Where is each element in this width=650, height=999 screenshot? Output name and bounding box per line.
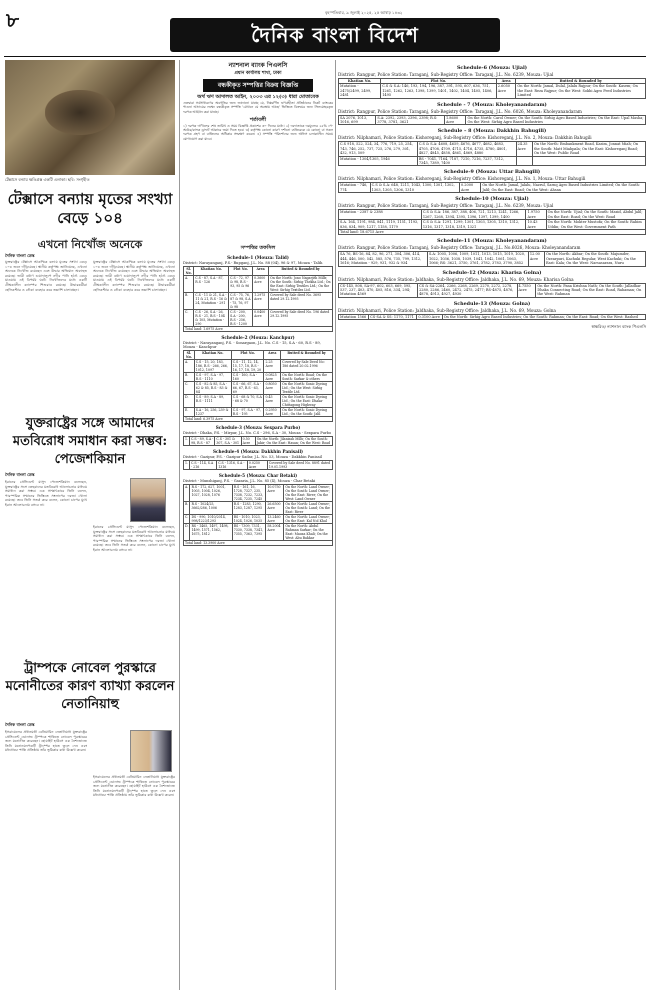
schedule-3-title: Schedule-3 (Mouza: Sexpara Purbo)	[215, 424, 301, 430]
table-row	[339, 220, 646, 230]
table-cell: On the North: Sonic Dyeing Ltd.; On the West: Sirhig Textile Ltd.	[281, 381, 333, 394]
table-row	[184, 309, 333, 326]
table-cell: On the North: Jilanisah Mills; On the South: Jakir; On the East: Hasan; On the West: Road	[255, 436, 332, 445]
schedule-9-table	[338, 182, 646, 193]
table-cell: On the North: Ujial; On the South: Mazid, Abdul Jalil; On the East: Road; On the West: Road	[546, 210, 645, 220]
table-cell: S.A. 164, 1191, 984, 841, 1119, 1151, 1193, 836, 834, 909, 1217, 1158, 1179	[339, 220, 422, 230]
table-cell: On the North: Land Owner; On the South: Land; On the East: River	[284, 501, 333, 514]
story1-headline[interactable]: টেক্সাসে বন্যায় মৃতের সংখ্যা বেড়ে ১০৪	[7, 190, 173, 227]
table-row	[184, 372, 333, 381]
table-row	[184, 292, 333, 309]
table-cell: C.S - 200, S.A - 200, R.S - 256, B.S - 1200	[229, 309, 253, 326]
schedule-2-table	[183, 350, 333, 422]
table-cell: R.S - 161, 16, 1728, 7327, 235, 7338, 7232, 7233, 7234, 7235, 7245	[232, 484, 266, 501]
story1-byline: দৈনিক বাংলা ডেস্ক	[5, 253, 35, 258]
col-bounded: Butted & Bounded by	[516, 79, 646, 84]
schedule-7-table	[338, 115, 646, 126]
table-cell: C.S - 11, 12, 14, 15, 17, 18, R.S - 16, 17, 18, 19, 20	[231, 359, 264, 372]
table-cell: Covered by Sale Deed No: 186 dated 20.02.1996	[281, 359, 333, 372]
table-cell: On the North: Jamal, Dulal, Jalalu Rajpur; On the South: Kasem; On the East: Reza Rajpur; On the West: Sokhi Agro Feed Industries Limited	[516, 84, 646, 98]
table-cell: 0.45 Acre	[264, 394, 281, 407]
table-row	[339, 183, 646, 193]
schedule-6-table	[338, 78, 646, 99]
table-cell: C.S - 97, S.A - 97, R.S - 195	[231, 407, 264, 416]
table-cell: S.A - 16, 256, 239 & 1237	[194, 407, 231, 416]
table-cell: Covered by Sale deed No. 3695 dated 29.12.1995	[269, 292, 333, 309]
table-row	[339, 314, 646, 319]
table-cell: On the North: Jono Nagarjith Mills; On the South: Sirhig Thekha Ltd.; On the East: Sirhig Textiles Ltd.; On the West: Sirhig Textiles Ltd.	[270, 275, 331, 292]
table-cell: 0.2950 Acre	[264, 407, 281, 416]
story2-byline: দৈনিক বাংলা ডেস্ক	[5, 472, 35, 477]
table-cell: Covered by Sale deed No. 196 dated 29.12.1995	[269, 309, 333, 326]
table-cell: On the North: Abdul Rahman Sarkar; On the East: Mauza Khali; On the West: Abu Bakkar	[284, 523, 333, 540]
table-cell: RS - 1010, 1023, 1024, 1026, 1035	[232, 514, 266, 523]
story1-subhead: এখনো নিখোঁজ অনেকে	[37, 238, 143, 251]
story1-body-text: যুক্তরাষ্ট্রের টেক্সাসে আকস্মিক বন্যায় মৃতের সংখ্যা বেড়ে ১০৪ জনে দাঁড়িয়েছে। স্থানীয় কর্তৃপক্ষ জানিয়েছে, এখনো অনেকে নিখোঁজ রয়েছেন এবং উদ্ধার অভিযান অব্যাহত রয়েছে। ভারী বর্ষণে গুয়াদালুপে নদীর পানি হঠাৎ বেড়ে যাওয়ায় এই বিপর্যয় ঘটে। নিখোঁজদের মধ্যে একটি গ্রীষ্মকালীন ক্যাম্পের শিশুরাও রয়েছে। উদ্ধারকর্মীরা হেলিকপ্টার ও নৌকা ব্যবহার করে তল্লাশি চালাচ্ছেন।	[5, 260, 87, 292]
schedule-1-total: Total land: 1.6975 Acre	[184, 326, 333, 331]
schedule-9-district: District: Nilphamari, Police Station: Kishoreganj, Sub-Registry Office: Kishoreganj, J.L. No. 1, Mouza: Uttar Bahugili	[338, 176, 586, 182]
col-sl: Sl. No.	[184, 266, 194, 275]
sale-notice	[183, 62, 333, 992]
table-cell: 10.43 Acre	[526, 220, 546, 230]
table-cell: On the North: Sonic Dyeing Ltd.; On the South: Jalil	[281, 407, 333, 416]
table-cell: C.S - 11 & 21, S.A - 11 & 21, R.S - 16 & 24, Mutation - 291	[194, 292, 229, 309]
table-row	[339, 115, 646, 125]
story2-body-text-cont: ইরানের প্রেসিডেন্ট মাসুদ পেজেশকিয়ান বলেছেন, যুক্তরাষ্ট্রের সঙ্গে তেহরানের মতবিরোধ আলোচনার মাধ্যমে সমাধান করা সম্ভব। এক সাক্ষাৎকারে তিনি বলেন, পারস্পরিক সম্মানের ভিত্তিতে সংলাপের দরজা খোলা রয়েছে। তবে তিনি সতর্ক করে বলেন, কোনো চাপের মুখে ইরান আলোচনায় বসবে না।	[93, 525, 175, 552]
story2-body-col2	[93, 525, 175, 655]
schedule-6-district: District: Rangpur, Police Station: Taraganj, Sub-Registry Office: Taraganj, J.L. No. 6239, Mouza: Ujial	[338, 72, 554, 77]
table-cell: S.A: 1005, 1006, 1009, 1011, 1013, 1015, 1019, 1020, 1022, 1036, 1038, 1039, 1041, 1042, 1061, 1063, 1066; RS: 3621, 3750, 3761, 3782, 3783, 3790, 3852	[427, 252, 528, 266]
schedule-13-table	[338, 314, 646, 320]
table-cell: CS & SA-2264, 2266, 2268, 2269, 2270, 2272, 2278, 2280, 2286, 2460, 2472, 2475, 2477; RS-4875, 4876, 4878, 4913, 4927, 4930	[418, 283, 517, 297]
table-cell: C.S - 87, S.A - 87, R.S - 126	[194, 275, 229, 292]
schedule-3-table	[183, 436, 333, 446]
table-cell: A.	[184, 275, 194, 292]
table-cell: 1.9750 Acre	[526, 210, 546, 220]
schedule-4-table	[183, 460, 333, 470]
schedule-2-district: District - Narayanganj, P.S. - Sonargaon, J.L. No. C.S - 15, S.A - 60, R.S - 89, Mouza - Kanchpur	[183, 340, 321, 349]
schedule-5-table	[183, 484, 333, 546]
table-cell: 0.50 Acre	[241, 436, 255, 445]
table-cell: On the North: Sirhig Agro Based Industries; On the South: Rahman; On the East: Road; On the West: Rashed	[442, 314, 645, 319]
col-plot: Plot No.	[229, 266, 253, 275]
schedule-10-district: District: Rangpur, Police Station: Taraganj, Sub-Registry Office: Taraganj, J.L. No. 6239, Mouza: Ujial	[338, 203, 554, 209]
table-row	[339, 210, 646, 220]
date-line: বৃহস্পতিবার, ৯ জুলাই ২০২৫, ২৫ আষাঢ় ১৪৩২	[325, 10, 403, 15]
schedule-13-title: Schedule-13 (Mouza: Golna)	[453, 300, 531, 307]
table-cell: 10.0750 Acre	[266, 484, 284, 501]
table-cell: On the North: Jamal, Jalalu, Nazrul, Sarnq Agro Based Industries Limited; On the South: Jalil; On the East: Road; On the West: Ahsan	[481, 183, 646, 193]
schedule-4-district: District - Gazipur, P.S. - Gazipur Sadar, J.L. No. 53, Mouza - Dakkhin Panisail	[183, 454, 322, 459]
table-row	[339, 142, 646, 156]
schedule-11-table	[338, 251, 646, 266]
table-cell: B.	[184, 372, 195, 381]
table-cell: 1.	[184, 436, 190, 445]
table-cell: 4.7550 Acre	[517, 283, 536, 297]
table-cell: C.S - 68 & 70, S.A - 68 & 70	[231, 394, 264, 407]
masthead-rule	[4, 56, 646, 57]
schedule-1-title: Schedule-1 (Mouza: Talid)	[227, 254, 289, 260]
schedule-12-district: District: Nilphamari, Police Station: Jaldhaka, Sub-Registry Office: Jaldhaka, J.L. No. 69, Mouza: Kharisa Golna	[338, 276, 574, 282]
table-row	[184, 436, 333, 445]
schedule-11-title: Schedule-11 (Mouza: Kholeyanandaram)	[437, 238, 547, 245]
table-cell: CS-145, 808, SA-97, 602, 603, 669, 595, 537, 237, 403, 470, 405, 816, 334, 294; Mutation 4569	[339, 283, 418, 297]
table-cell: D.	[184, 523, 190, 540]
col-sl: Sl. No.	[184, 350, 195, 359]
table-row	[184, 514, 333, 523]
table-cell: On the North: Land Owner; On the South: Land Owner; On the East: River; On the West: Land Owner	[284, 484, 333, 501]
story1-body-text-cont: যুক্তরাষ্ট্রের টেক্সাসে আকস্মিক বন্যায় মৃতের সংখ্যা বেড়ে ১০৪ জনে দাঁড়িয়েছে। স্থানীয় কর্তৃপক্ষ জানিয়েছে, এখনো অনেকে নিখোঁজ রয়েছেন এবং উদ্ধার অভিযান অব্যাহত রয়েছে। ভারী বর্ষণে গুয়াদালুপে নদীর পানি হঠাৎ বেড়ে যাওয়ায় এই বিপর্যয় ঘটে। নিখোঁজদের মধ্যে একটি গ্রীষ্মকালীন ক্যাম্পের শিশুরাও রয়েছে। উদ্ধারকর্মীরা হেলিকপ্টার ও নৌকা ব্যবহার করে তল্লাশি চালাচ্ছেন।	[93, 260, 175, 292]
table-cell: SA 2076, 1013, 1016, 699	[339, 115, 376, 125]
schedule-10-title: Schedule-10 (Mouza: Ujial)	[455, 196, 529, 203]
table-cell: 1.8600 Acre	[444, 115, 466, 125]
bank-branch: প্রধান কার্যালয় শাখা, ঢাকা	[234, 71, 282, 76]
schedule-continuation	[338, 62, 646, 992]
table-cell: On the North: Mokter Mustofa; On the South: Rahim Uddin; On the West: Government Path	[546, 220, 645, 230]
table-cell: C.S - 66, 67, S.A - 66, 67, R.S - 63, 69	[231, 381, 264, 394]
table-cell: E.	[184, 407, 195, 416]
table-row	[184, 484, 333, 501]
pezeshkian-portrait	[130, 478, 166, 522]
schedule-7-district: District: Rangpur, Police Station: Taraganj, Sub-Registry Office: Taraganj, J.L. No. 6026, Mouza: Kholeyanandaram	[338, 108, 582, 114]
col-bounded: Butted & Bounded by	[281, 350, 333, 359]
table-row	[339, 84, 646, 98]
table-cell: 0.3100 Acre	[417, 314, 442, 319]
schedule-10-total: Total land: 18.6715 Acre	[339, 229, 646, 234]
col-area: Area	[253, 266, 269, 275]
story3-body-col1	[5, 730, 87, 990]
column-divider-1	[179, 60, 180, 990]
col-area: Area	[496, 79, 516, 84]
table-cell: C.S - 1316, S.A - 1316	[217, 460, 248, 469]
table-cell: On the North: Land Owner; On the East: Kal Nol Khal	[284, 514, 333, 523]
schedule-10-table	[338, 209, 646, 235]
table-row	[339, 283, 646, 297]
table-row	[184, 394, 333, 407]
table-row	[184, 460, 333, 469]
table-cell: 58.2004 Acre	[266, 523, 284, 540]
table-row	[184, 501, 333, 514]
table-cell: 0.0400 Acre	[253, 309, 269, 326]
story3-body-text-cont: ইসরায়েলের প্রধানমন্ত্রী বেনিয়ামিন নেতানিয়াহু যুক্তরাষ্ট্রের প্রেসিডেন্ট ডোনাল্ড ট্রাম্পকে শান্তিতে নোবেল পুরস্কারের জন্য মনোনীত করেছেন। হোয়াইট হাউসে এক নৈশভোজে তিনি মনোনয়নপত্রটি ট্রাম্পের হাতে তুলে দেন এবং মধ্যপ্রাচ্যে শান্তি প্রতিষ্ঠায় তাঁর ভূমিকার কথা উল্লেখ করেন।	[93, 775, 175, 798]
table-cell: On the North: Road; On the South: Sarkar & others	[281, 372, 333, 381]
table-cell: On the North: Sonic Dyeing Ltd.; On the East: Dhaka-Chittagong Highway	[281, 394, 333, 407]
table-row	[184, 275, 333, 292]
table-cell: C.S - 26, S.A - 26, R.S - 21, B.S - 104 & 105, Mutation - 290	[194, 309, 229, 326]
table-row	[339, 156, 646, 166]
notice-act: অর্থ ঋণ আদালত আইন, ২০০৩ এর ১২(৩) ধারা মোতাবেক	[197, 94, 319, 100]
schedule-12-table	[338, 283, 646, 298]
schedule-8-table	[338, 141, 646, 166]
schedule-7-title: Schedule - 7 (Mouza: Kholeyanandaram)	[437, 101, 547, 108]
story1-body-col2	[93, 260, 175, 410]
col-plot: Plot No.	[231, 350, 264, 359]
schedule-8-district: District: Nilphamari, Police Station: Kishoreganj, Sub-Registry Office: Kishoreganj, J.L. No. 2, Mouza: Dakkhin Bahugili	[338, 135, 592, 141]
flood-photo	[5, 60, 175, 175]
table-cell: R.S - 172, 627, 1001, 1003, 1004, 1026, 1027, 1028, 1076	[190, 484, 232, 501]
schedule-4-title: Schedule-4 (Mouza: Dakkhin Panisail)	[212, 448, 304, 454]
table-cell: R.S - 1024/25, 3662/286, 1006	[190, 501, 232, 514]
table-cell: B.	[184, 292, 194, 309]
table-cell: C.S - 15, 20, 183, 186, R.S - 266, 266, 1012, 1097	[194, 359, 231, 372]
column-divider-2	[335, 60, 336, 990]
schedule-3-district: District - Dhaka, P.S. - Mirpur, J.L. No. C.S - 296, S.A - 30, Mouza - Sexpara Purbo	[183, 430, 332, 435]
table-row	[339, 252, 646, 266]
newspaper-masthead: দৈনিক বাংলা বিদেশ	[170, 18, 500, 52]
notice-intro: এতদ্বারা সর্বসাধারণের অবগতির জন্য জানানো যাচ্ছে যে, নিম্নবর্ণিত ঋণগ্রহীতা প্রতিষ্ঠানের নিকট ব্যাংকের পাওনা আদায়ের লক্ষ্যে বন্ধকীকৃত সম্পত্তি 'যেখানে যে অবস্থায় আছে' ভিত্তিতে বিক্রয়ের জন্য সিলমোহরকৃত দরপত্র আহ্বান করা যাচ্ছে।	[183, 101, 333, 114]
table-cell: C.	[184, 514, 190, 523]
schedule-1-table	[183, 266, 333, 332]
col-area: Area	[264, 350, 281, 359]
table-cell: R.S - 1283, 1290, 1283, 1287, 1295	[232, 501, 266, 514]
table-row	[184, 523, 333, 540]
table-cell: C.S 918, 522, 524, 34, 776, 719, 25, 254, 743, 746, 252, 737, 725, 276, 279, 301, 432, 913, 509	[339, 142, 418, 156]
col-khatian: Khatian No.	[194, 350, 231, 359]
col-plot: Plot No.	[381, 79, 497, 84]
col-khatian: Khatian No.	[194, 266, 229, 275]
table-row	[184, 407, 333, 416]
photo-caption: টেক্সাসে বন্যায় ক্ষতিগ্রস্ত একটি এলাকা। ছবি: সংগৃহীত	[5, 177, 90, 182]
table-cell: 2.6050 Acre	[496, 84, 516, 98]
col-khatian: Khatian No.	[339, 79, 381, 84]
table-cell: D.	[184, 394, 195, 407]
notice-banner: বন্ধকীকৃত সম্পত্তির বিক্রয় বিজ্ঞপ্তি	[203, 79, 313, 92]
story2-headline[interactable]: যুক্তরাষ্ট্রের সঙ্গে আমাদের মতবিরোধ সমাধান করা সম্ভব: পেজেশকিয়ান	[12, 416, 168, 467]
col-bounded: Butted & Bounded by	[269, 266, 333, 275]
table-cell: C.S - 160, S.A - 160	[231, 372, 264, 381]
table-cell: C.S - 97, S.A - 97, R.S - 1110	[194, 372, 231, 381]
schedule-title: সম্পত্তির তফসিল	[240, 244, 276, 251]
table-cell: C.S - 89, S.A - 89, R.S - 1111	[194, 394, 231, 407]
table-cell: Mutation - 1304/1305, 1946	[339, 156, 418, 166]
table-cell: 0.0250 Acre	[247, 460, 267, 469]
table-cell: B.	[184, 501, 190, 514]
table-cell: Mutation 1566	[339, 314, 369, 319]
table-cell: 2.25 Acre	[264, 359, 281, 372]
table-cell: Mutation - 746, 774	[339, 183, 371, 193]
table-cell: 24.35 Acre	[516, 142, 533, 156]
schedule-2-total: Total land: 6.3975 Acre	[184, 416, 333, 421]
table-cell: On the North: Pana Krishna Nath; On the South: Jalladhar Dhaka Connecting Road; On the East: Road, Rahaman; On the West: Rahman	[536, 283, 646, 297]
table-cell: On the North: Carol Owner; On the South: Sirhig Agro Based Industries; On the East: Upal Masha; On the West: Sirhig Agro Based Industries	[467, 115, 644, 125]
table-cell: 0.3600 Acre	[253, 275, 269, 292]
story3-byline: দৈনিক বাংলা ডেস্ক	[5, 722, 35, 727]
terms-title: শর্তাবলী	[249, 116, 267, 123]
notice-signature: স্বাক্ষরিত/ ন্যাশনাল ব্যাংক পিএলসি	[591, 324, 646, 330]
table-cell: RS - 7309, 7331, 7330, 7338, 7341, 7355, 7363, 7395	[232, 523, 266, 540]
story1-body-col1	[5, 260, 87, 410]
story2-body-col1	[5, 480, 87, 655]
schedule-8-title: Schedule – 8 (Mouza: Dakkhin Bahugili)	[437, 128, 547, 135]
bank-name: ন্যাশনাল ব্যাংক পিএলসি	[228, 62, 288, 69]
schedule-6-title: Schedule-6 (Mouza: Ujial)	[456, 65, 528, 71]
table-cell	[533, 156, 646, 166]
story3-body-text: ইসরায়েলের প্রধানমন্ত্রী বেনিয়ামিন নেতানিয়াহু যুক্তরাষ্ট্রের প্রেসিডেন্ট ডোনাল্ড ট্রাম্পকে শান্তিতে নোবেল পুরস্কারের জন্য মনোনীত করেছেন। হোয়াইট হাউসে এক নৈশভোজে তিনি মনোনয়নপত্রটি ট্রাম্পের হাতে তুলে দেন এবং মধ্যপ্রাচ্যে শান্তি প্রতিষ্ঠায় তাঁর ভূমিকার কথা উল্লেখ করেন।	[5, 730, 87, 753]
table-cell: On the North: Akbar; On the South: Majumder, Ozearpuri, Kachuki Regular, West Kachuki; On the East: Kala; On the West: Narsasarara, Nuru	[544, 252, 645, 266]
table-cell: C.S & S.A: 146, 193, 194, 196, 387, 391, 595, 607, 636, 751, 1261, 1262, 1263, 1398, 1399, 1401, 1402, 1404, 1405, 1406, 1495	[381, 84, 497, 98]
story3-headline[interactable]: ট্রাম্পকে নোবেল পুরস্কারে মনোনীতের কারণ ব্যাখ্যা করলেন নেতানিয়াহু	[5, 661, 175, 712]
table-cell: C.S & S.A: 186, 387, 388, 406, 721, 1213, 1241, 1266, 1267, 1268, 1394, 1395, 1396, 1397, 1399, 1400	[421, 210, 526, 220]
table-cell: A.	[184, 359, 195, 372]
table-cell: BS - 7041, 7164, 7187, 7210, 7216, 7237, 7312, 7345, 7389, 7400	[417, 156, 516, 166]
table-cell: C.S & S.A: 4608, 4659, 4676, 4677, 4682, 4683, 4705, 4708, 4709, 4715, 4716, 4735, 4780, 4801, 4827, 4845, 4858, 4861, 4869, 4880	[417, 142, 516, 156]
table-row	[184, 381, 333, 394]
story3-body-col2	[93, 775, 175, 990]
table-row	[184, 359, 333, 372]
schedule-13-district: District: Nilphamari, Police Station: Jaldhaka, Sub-Registry Office: Jaldhaka, J.L. No. 69, Mouza: Golna	[338, 307, 556, 313]
table-cell: C.S & S.A: 1291, 1299, 1301, 1303, 1305, 1310, 1312, 1316, 1317, 1318, 1319, 1321	[421, 220, 526, 230]
table-cell: Mutation - 2387 & 2388	[339, 210, 422, 220]
table-cell: C.S - 75, 76, 87 & 98, S.A - 75, 76, 97 & 98	[229, 292, 253, 309]
table-cell: 1.2975 Acre	[253, 292, 269, 309]
table-cell: RS - 1465, 1497, 1498, 1499, 1571, 1562, 1675, 1812	[190, 523, 232, 540]
trump-netanyahu-photo	[130, 730, 172, 772]
table-cell: 0.2000 Acre	[459, 183, 480, 193]
table-cell: C.S - 114, S.A - 216	[190, 460, 217, 469]
table-cell: Covered by Sale deed No. 8891 dated 19.01.1993	[267, 460, 332, 469]
terms-text: ১) দরপত্র দাখিলের শেষ তারিখ ও সময় বিজ্ঞপ্তি প্রকাশের ৩০ দিনের মধ্যে। ২) দরদাতাকে দরমূল্যের ২৫% পে-অর্ডার/ব্যাংক ড্রাফট আকারে জমা দিতে হবে। ৩) কর্তৃপক্ষ কোনো কারণ দর্শানো ব্যতিরেকে যে কোনো বা সকল দরপত্র গ্রহণ বা বাতিলের অধিকার সংরক্ষণ করেন। ৪) সম্পত্তি পরিদর্শনের জন্য অফিস চলাকালীন সময়ে যোগাযোগ করা যাবে।	[183, 123, 333, 141]
schedule-5-district: District - Munshiganj, P.S. - Gazaria, J.L. No. 85 (4), Mouza - Char Betaki	[183, 478, 316, 483]
table-cell: 0.8050 Acre	[264, 381, 281, 394]
table-cell: C.	[184, 309, 194, 326]
table-cell: 1.	[184, 460, 190, 469]
table-cell: C.S - 89, S.A - 98, R.S - 87	[191, 436, 214, 445]
schedule-2-title: Schedule-2 (Mouza: Kanchpur)	[221, 334, 295, 340]
table-cell: C.S & S.A: 648, 1211, 1043, 1300, 1301, 1302, 1303, 1305, 1306, 1310	[370, 183, 459, 193]
schedule-5-title: Schedule-5 (Mouza: Char Betaki)	[218, 472, 298, 478]
table-cell: S.A: 2392, 2393, 2396, 2398; R.S: 3778, 3781, 3621	[376, 115, 445, 125]
table-cell: 26.6500 Acre	[266, 501, 284, 514]
table-cell: C.S - 82 & 85, S.A - 62 & 85, R.S - 83 & 84	[194, 381, 231, 394]
table-cell: CS-SA & SS: 1170, 1171	[369, 314, 417, 319]
table-cell: C.S - 301 & 307, S.A - 301	[215, 436, 241, 445]
schedule-11-district: District: Rangpur, Police Station: Taraganj, Sub-Registry Office: Taraganj, J.L. No.6026, Mouza: Kholeyanandaram	[338, 245, 581, 251]
table-cell	[516, 156, 533, 166]
table-cell: A.	[184, 484, 190, 501]
page-number: ৮	[6, 8, 19, 32]
table-cell: C.	[184, 381, 195, 394]
table-cell: C.S - 72, 97 & 98, R.S - 93, 95 & 96	[229, 275, 253, 292]
schedule-5-total: Total land: 13.3900 Acre	[184, 540, 333, 545]
table-cell: 12.00 Acre	[528, 252, 544, 266]
table-cell: On the North: Embankment Road, Kasim, Jonnat Miah; On the South: Matt Miahpala; On the East: Kishoreganj Road; On the West: Public Road	[533, 142, 646, 156]
schedule-1-district: District: Narayanganj, P.S.- Rupganj, J.L. No. 88 (04), 96 & 97, Mouza - Talib.	[183, 260, 324, 265]
table-cell: 0.0825 Acre	[264, 372, 281, 381]
story2-body-text: ইরানের প্রেসিডেন্ট মাসুদ পেজেশকিয়ান বলেছেন, যুক্তরাষ্ট্রের সঙ্গে তেহরানের মতবিরোধ আলোচনার মাধ্যমে সমাধান করা সম্ভব। এক সাক্ষাৎকারে তিনি বলেন, পারস্পরিক সম্মানের ভিত্তিতে সংলাপের দরজা খোলা রয়েছে। তবে তিনি সতর্ক করে বলেন, কোনো চাপের মুখে ইরান আলোচনায় বসবে না।	[5, 480, 87, 507]
schedule-9-title: Schedule-9 (Mouza: Uttar Bahugili)	[443, 169, 541, 176]
table-cell: Mutation - 2475/2499, 2499, 2481	[339, 84, 381, 98]
table-cell: DS - 990, 1010/2014, 998/1223/1293	[190, 514, 232, 523]
table-cell: SA 76, BS-16, 84, 82, 96, 271, 304, 306, 414, 444, 446, 500, 542, 585, 576, 735, 799, 1312, 1616; Mutation - 929, 931, 932 & 934	[339, 252, 428, 266]
schedule-12-title: Schedule-12 (Mouza: Kharisa Golna)	[442, 269, 542, 276]
table-cell: 13.2460 Acre	[266, 514, 284, 523]
